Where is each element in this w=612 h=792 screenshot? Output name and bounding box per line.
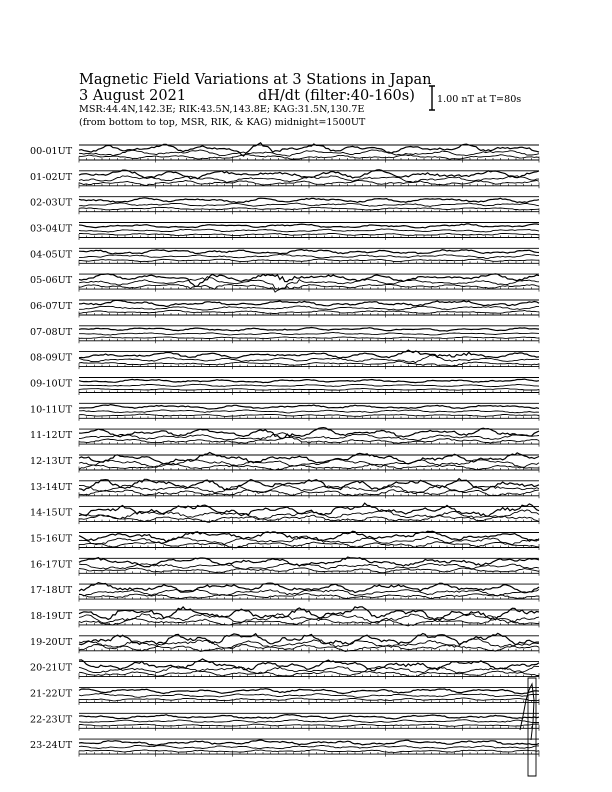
filter-label: dH/dt (filter:40-160s) <box>258 88 415 104</box>
station-trace <box>79 740 539 745</box>
hour-row <box>30 583 539 602</box>
hour-row <box>30 479 539 499</box>
row-label: 23-24UT <box>30 740 73 752</box>
row-label: 10-11UT <box>30 404 73 416</box>
row-ticks <box>79 647 539 653</box>
hour-row <box>30 607 539 628</box>
hour-row <box>30 739 539 757</box>
row-ticks <box>79 751 539 757</box>
row-label: 09-10UT <box>30 378 73 390</box>
station-trace <box>79 332 539 335</box>
station-trace <box>79 379 539 383</box>
hour-row <box>30 531 539 550</box>
hour-row <box>30 143 539 163</box>
hour-rows <box>30 143 539 757</box>
hour-row <box>30 274 539 292</box>
row-label: 01-02UT <box>30 171 73 183</box>
station-trace <box>79 659 539 671</box>
hour-row <box>30 713 539 731</box>
row-label: 07-08UT <box>30 326 73 338</box>
scale-bar-line <box>429 86 435 110</box>
station-coordinates: MSR:44.4N,142.3E; RIK:43.5N,143.8E; KAG:31.5N,130.7E <box>79 104 365 115</box>
station-trace <box>79 384 539 387</box>
station-trace <box>79 694 539 698</box>
row-label: 18-19UT <box>30 610 73 622</box>
row-label: 17-18UT <box>30 585 73 597</box>
station-trace <box>79 689 539 694</box>
row-label: 13-14UT <box>30 481 73 493</box>
row-label: 14-15UT <box>30 507 73 519</box>
station-trace <box>79 389 539 391</box>
hour-row <box>30 633 539 653</box>
hour-row <box>30 687 539 705</box>
hour-row <box>30 223 539 241</box>
hour-row <box>30 428 539 447</box>
station-trace <box>79 485 539 494</box>
station-trace <box>79 715 539 719</box>
hour-row <box>30 300 539 318</box>
hour-row <box>30 503 539 524</box>
row-label: 19-20UT <box>30 636 73 648</box>
calibration-pulse <box>520 678 536 776</box>
station-trace <box>79 720 539 723</box>
row-label: 20-21UT <box>30 662 73 674</box>
row-ticks <box>79 725 539 731</box>
station-trace <box>79 666 539 674</box>
row-label: 15-16UT <box>30 533 73 545</box>
row-label: 21-22UT <box>30 688 73 700</box>
station-trace <box>79 229 539 232</box>
hour-row <box>30 197 539 215</box>
station-trace <box>79 306 539 310</box>
hour-row <box>30 378 539 396</box>
hour-row <box>30 170 539 189</box>
station-trace <box>79 224 539 228</box>
station-order-note: (from bottom to top, MSR, RIK, & KAG) midnight=1500UT <box>79 117 366 128</box>
station-trace <box>79 250 539 254</box>
row-ticks <box>79 699 539 705</box>
station-trace <box>79 405 539 409</box>
row-label: 02-03UT <box>30 197 73 209</box>
scale-bar-label: 1.00 nT at T=80s <box>437 94 522 105</box>
row-ticks <box>79 596 539 602</box>
row-label: 00-01UT <box>30 146 73 157</box>
station-trace <box>79 355 539 362</box>
calibration-trace <box>520 684 534 740</box>
hour-row <box>30 248 539 265</box>
row-label: 06-07UT <box>30 301 73 312</box>
row-ticks <box>79 208 539 214</box>
station-trace <box>79 328 539 332</box>
row-label: 04-05UT <box>30 249 73 261</box>
scale-bar <box>429 86 435 110</box>
hour-row <box>30 403 539 421</box>
hour-row <box>30 350 539 369</box>
station-trace <box>79 300 539 306</box>
hour-row <box>30 326 539 344</box>
hour-row <box>30 659 539 679</box>
row-label: 22-23UT <box>30 714 73 726</box>
station-trace <box>79 254 539 258</box>
hour-row <box>30 557 539 576</box>
row-label: 12-13UT <box>30 456 73 467</box>
chart-title: Magnetic Field Variations at 3 Stations in Japan <box>79 72 432 88</box>
station-trace <box>79 503 539 516</box>
station-trace <box>79 150 539 156</box>
row-label: 08-09UT <box>30 352 73 364</box>
station-trace <box>79 203 539 207</box>
row-label: 05-06UT <box>30 275 73 287</box>
row-ticks <box>79 157 539 163</box>
hour-row <box>30 453 539 473</box>
row-ticks <box>79 492 539 498</box>
row-label: 16-17UT <box>30 559 73 571</box>
row-ticks <box>79 621 539 627</box>
station-trace <box>79 745 539 749</box>
chart-date: 3 August 2021 <box>79 88 187 104</box>
row-label: 11-12UT <box>30 430 73 442</box>
row-label: 03-04UT <box>30 223 73 235</box>
station-trace <box>79 198 539 203</box>
station-trace <box>79 410 539 413</box>
station-trace <box>79 590 539 597</box>
